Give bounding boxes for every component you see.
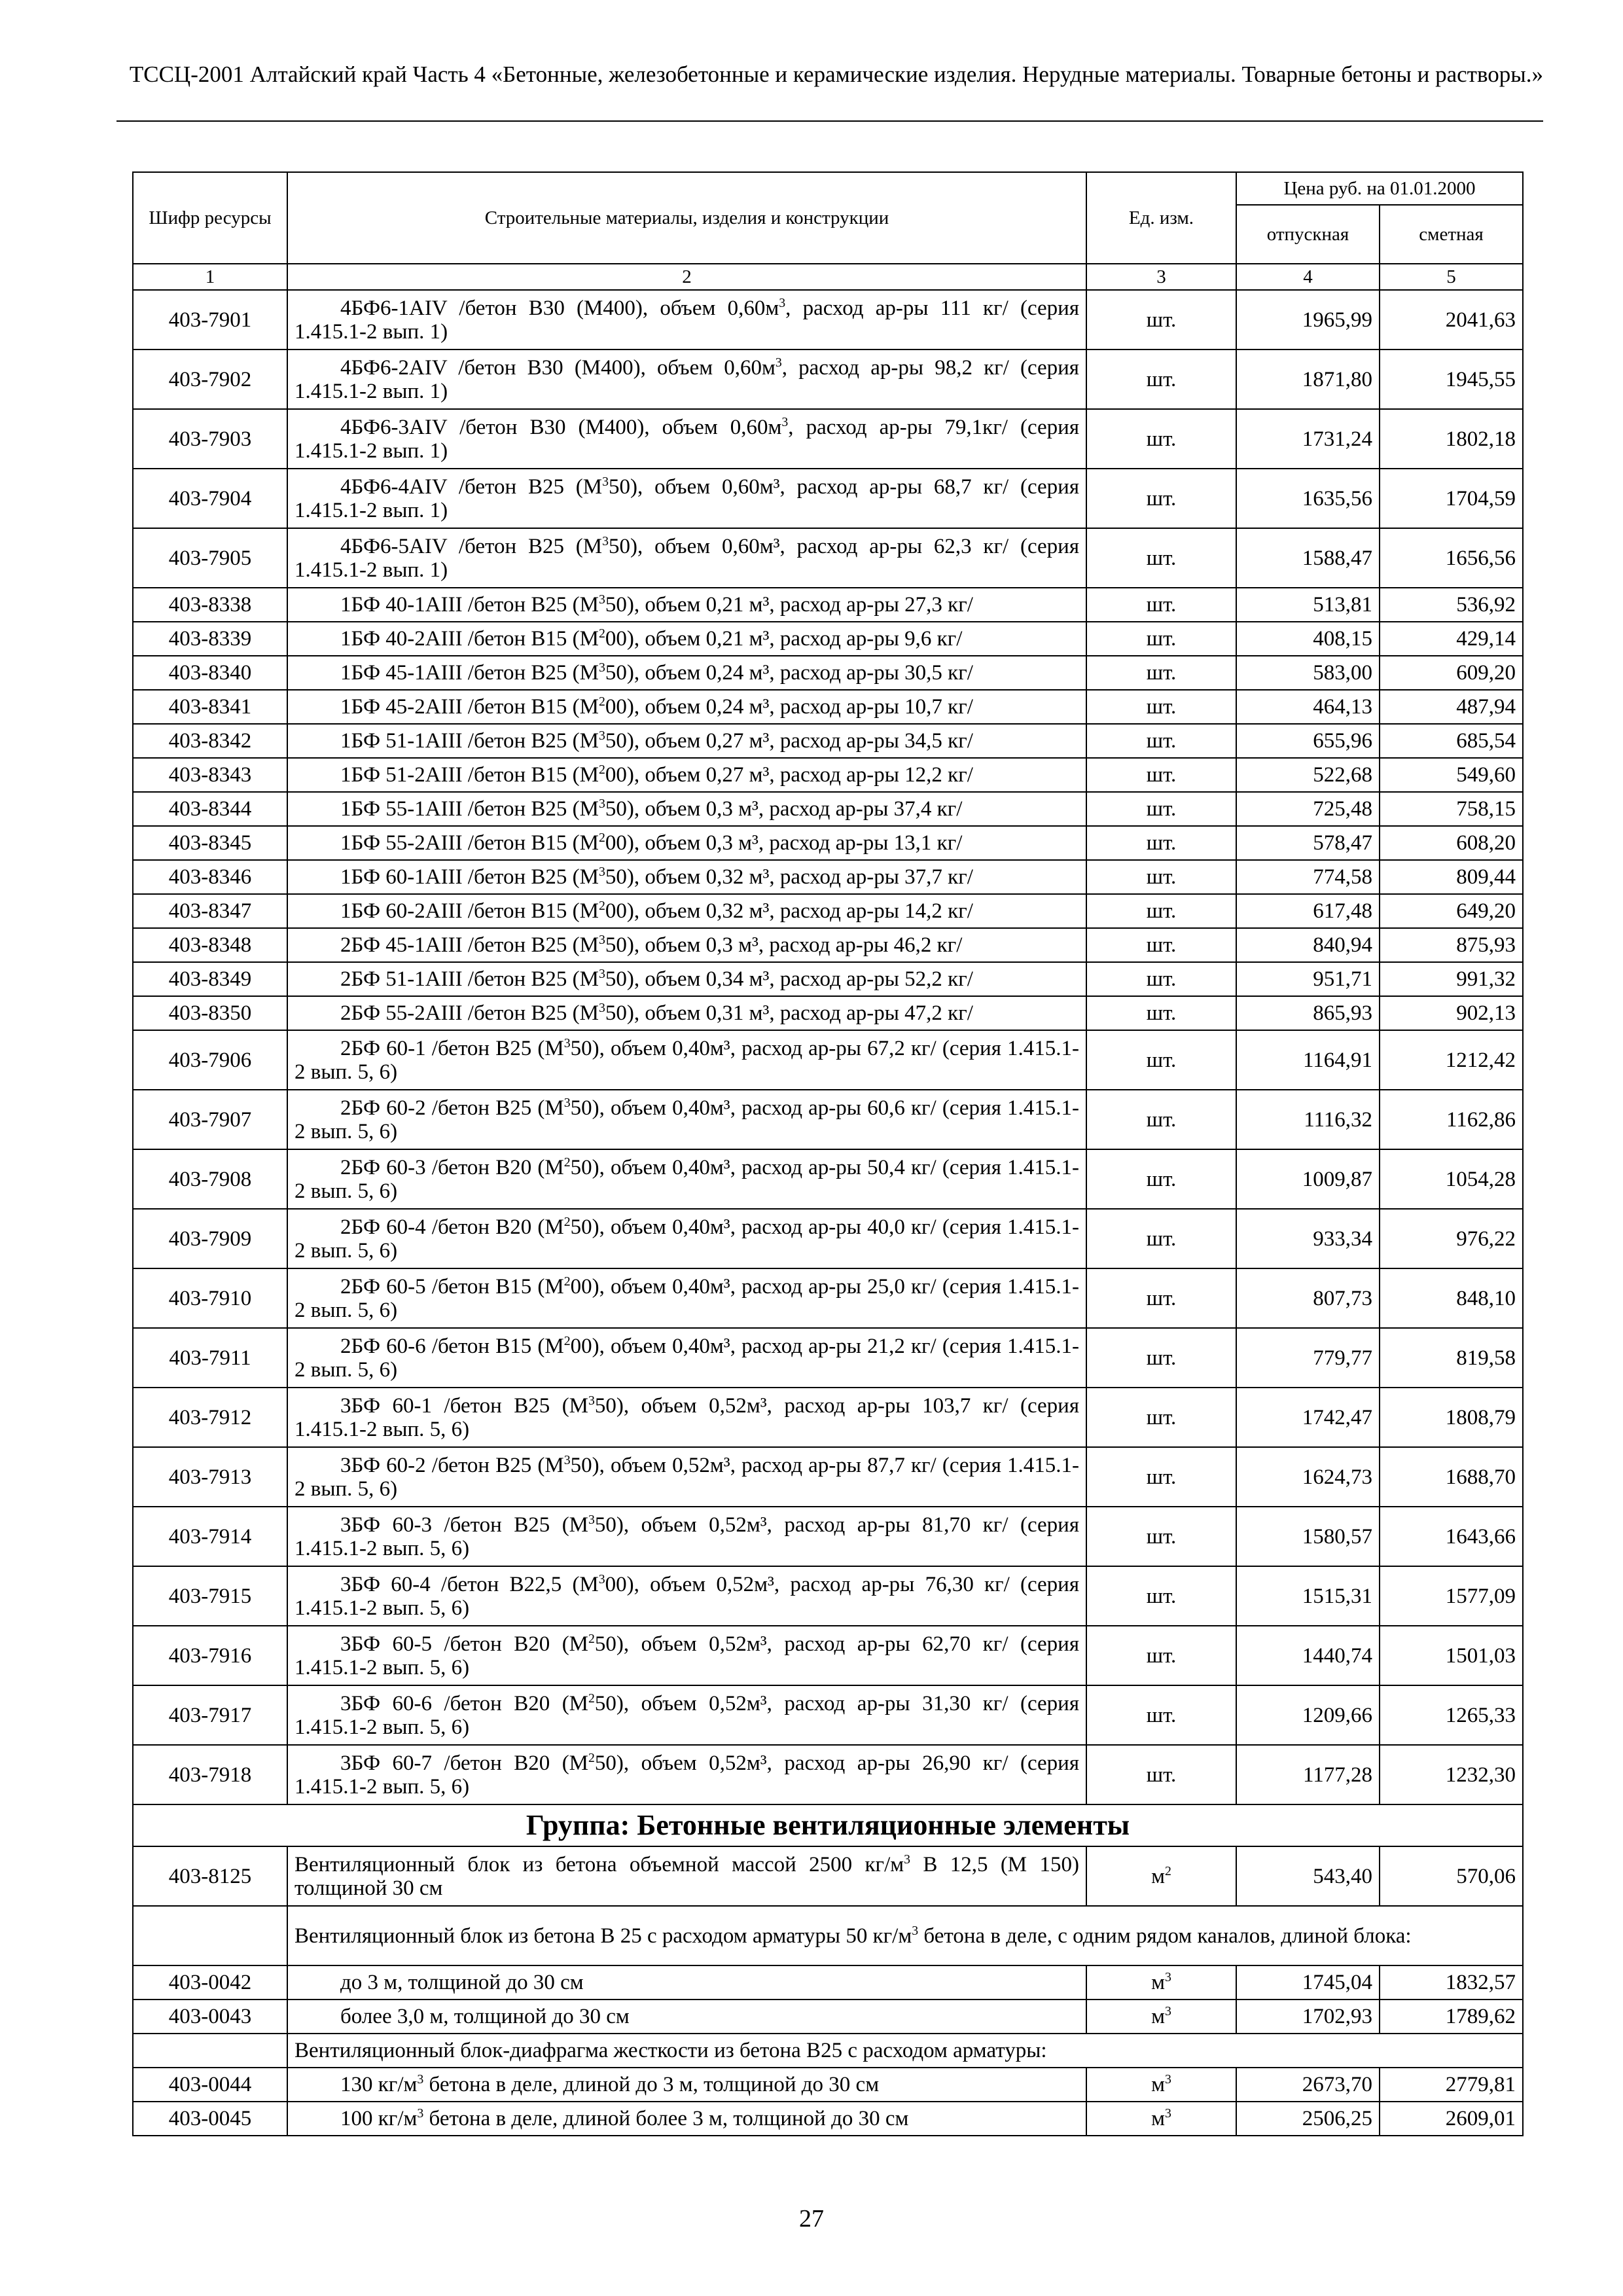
- release-price: 933,34: [1236, 1209, 1380, 1268]
- resource-code: 403-7909: [133, 1209, 287, 1268]
- table-row: [133, 1566, 1523, 1626]
- release-price: 1635,56: [1236, 469, 1380, 528]
- resource-code: 403-8344: [133, 792, 287, 826]
- resource-description: до 3 м, толщиной до 30 см: [287, 1965, 1086, 2000]
- resource-description: 2БФ 60-4 /бетон В20 $(М^250)$, объем 0,40м³, расход ар-ры 40,0 кг/ (серия 1.415.1-2 вып. 5, 6): [287, 1209, 1086, 1268]
- estimate-price: 1808,79: [1380, 1388, 1523, 1447]
- release-price: 1588,47: [1236, 528, 1380, 588]
- table-row: [133, 290, 1523, 350]
- resource-code: 403-0044: [133, 2068, 287, 2102]
- table-row: [133, 656, 1523, 690]
- estimate-price: 1704,59: [1380, 469, 1523, 528]
- resource-description: 1БФ 55-2АIII /бетон В15 $(М^200)$, объем 0,3 м³, расход ар-ры 13,1 кг/: [287, 826, 1086, 860]
- release-price: 807,73: [1236, 1268, 1380, 1328]
- release-price: 1580,57: [1236, 1507, 1380, 1566]
- resource-description: 3БФ 60-4 /бетон В22,5 $(М^300)$, объем 0,52м³, расход ар-ры 76,30 кг/ (серия 1.415.1-2 вып. 5, 6): [287, 1566, 1086, 1626]
- resource-code: 403-8348: [133, 928, 287, 962]
- group-title: Группа: Бетонные вентиляционные элементы: [133, 1804, 1523, 1846]
- estimate-price: 570,06: [1380, 1846, 1523, 1906]
- column-number: 5: [1380, 264, 1523, 290]
- unit: шт.: [1086, 1626, 1236, 1685]
- resource-description: 3БФ 60-5 /бетон В20 $(М^250)$, объем 0,52м³, расход ар-ры 62,70 кг/ (серия 1.415.1-2 вып. 5, 6): [287, 1626, 1086, 1685]
- release-price: 1871,80: [1236, 350, 1380, 409]
- release-price: 1745,04: [1236, 1965, 1380, 2000]
- table-row: [133, 996, 1523, 1030]
- resource-code: 403-8347: [133, 894, 287, 928]
- resource-description: 3БФ 60-3 /бетон В25 $(М^350)$, объем 0,52м³, расход ар-ры 81,70 кг/ (серия 1.415.1-2 вып. 5, 6): [287, 1507, 1086, 1566]
- resource-code: 403-7906: [133, 1030, 287, 1090]
- resource-description: 2БФ 60-2 /бетон В25 $(М^350)$, объем 0,40м³, расход ар-ры 60,6 кг/ (серия 1.415.1-2 вып. 5, 6): [287, 1090, 1086, 1149]
- resource-code: 403-8350: [133, 996, 287, 1030]
- unit: шт.: [1086, 928, 1236, 962]
- table-row: [133, 928, 1523, 962]
- estimate-price: 1501,03: [1380, 1626, 1523, 1685]
- estimate-price: 1212,42: [1380, 1030, 1523, 1090]
- estimate-price: 1945,55: [1380, 350, 1523, 409]
- estimate-price: 1232,30: [1380, 1745, 1523, 1804]
- table-row: [133, 724, 1523, 758]
- unit: шт.: [1086, 1209, 1236, 1268]
- resource-code: 403-0043: [133, 2000, 287, 2034]
- resource-description: 2БФ 51-1АIII /бетон В25 $(М^350)$, объем 0,34 м³, расход ар-ры 52,2 кг/: [287, 962, 1086, 996]
- release-price: 1742,47: [1236, 1388, 1380, 1447]
- release-price: 2506,25: [1236, 2102, 1380, 2136]
- table-body: [133, 290, 1523, 1804]
- header-divider: [116, 120, 1543, 122]
- resource-code: 403-7918: [133, 1745, 287, 1804]
- resource-code: 403-7901: [133, 290, 287, 350]
- table-row: [133, 690, 1523, 724]
- unit: шт.: [1086, 1090, 1236, 1149]
- resource-code: 403-8349: [133, 962, 287, 996]
- resource-code: 403-7916: [133, 1626, 287, 1685]
- estimate-price: 1789,62: [1380, 2000, 1523, 2034]
- resource-description: 3БФ 60-2 /бетон В25 $(М^350)$, объем 0,52м³, расход ар-ры 87,7 кг/ (серия 1.415.1-2 вып. 5, 6): [287, 1447, 1086, 1507]
- estimate-price: 1265,33: [1380, 1685, 1523, 1745]
- resource-description: 2БФ 55-2АIII /бетон В25 $(М^350)$, объем 0,31 м³, расход ар-ры 47,2 кг/: [287, 996, 1086, 1030]
- resource-code: 403-8341: [133, 690, 287, 724]
- table-row: [133, 962, 1523, 996]
- unit: шт.: [1086, 409, 1236, 469]
- release-price: 1731,24: [1236, 409, 1380, 469]
- resource-description: 130 $кг/м^3$ бетона в деле, длиной до 3 м, толщиной до 30 см: [287, 2068, 1086, 2102]
- unit: шт.: [1086, 588, 1236, 622]
- table-row: [133, 469, 1523, 528]
- table-row: [133, 1507, 1523, 1566]
- estimate-price: 608,20: [1380, 826, 1523, 860]
- resource-code: 403-8346: [133, 860, 287, 894]
- resource-description: 3БФ 60-1 /бетон В25 $(М^350)$, объем 0,52м³, расход ар-ры 103,7 кг/ (серия 1.415.1-2 вып. 5, 6): [287, 1388, 1086, 1447]
- table-row: [133, 1745, 1523, 1804]
- estimate-price: 758,15: [1380, 792, 1523, 826]
- unit: шт.: [1086, 1149, 1236, 1209]
- table-row: [133, 1030, 1523, 1090]
- unit: шт.: [1086, 1507, 1236, 1566]
- release-price: 522,68: [1236, 758, 1380, 792]
- unit: шт.: [1086, 1388, 1236, 1447]
- table-row: [133, 758, 1523, 792]
- resource-code: 403-8339: [133, 622, 287, 656]
- unit: $м^3$: [1086, 1965, 1236, 2000]
- resource-code: 403-8338: [133, 588, 287, 622]
- empty-code-cell: [133, 1906, 287, 1965]
- column-header-estimate: сметная: [1380, 205, 1523, 264]
- resource-description: 1БФ 40-1АIII /бетон В25 $(М^350)$, объем 0,21 м³, расход ар-ры 27,3 кг/: [287, 588, 1086, 622]
- estimate-price: 2609,01: [1380, 2102, 1523, 2136]
- estimate-price: 1643,66: [1380, 1507, 1523, 1566]
- release-price: 578,47: [1236, 826, 1380, 860]
- unit: шт.: [1086, 1566, 1236, 1626]
- table-row: [133, 2102, 1523, 2136]
- estimate-price: 1054,28: [1380, 1149, 1523, 1209]
- resource-code: 403-0045: [133, 2102, 287, 2136]
- resource-code: 403-8125: [133, 1846, 287, 1906]
- note-text: Вентиляционный блок из бетона В 25 с расходом арматуры 50 $кг/м^3$ бетона в деле, с одним рядом каналов, длиной блока:: [287, 1906, 1523, 1965]
- price-table: [132, 171, 1524, 2136]
- unit: шт.: [1086, 1447, 1236, 1507]
- resource-description: 4БФ6-2AIV /бетон В30 (М400), объем $0,60м^3$, расход ар-ры 98,2 кг/ (серия 1.415.1-2 вып. 1): [287, 350, 1086, 409]
- column-header-code: Шифр ресурсы: [133, 172, 287, 264]
- column-number: 1: [133, 264, 287, 290]
- table-row: [133, 860, 1523, 894]
- estimate-price: 875,93: [1380, 928, 1523, 962]
- empty-code-cell: [133, 2034, 287, 2068]
- table-row: [133, 826, 1523, 860]
- unit: шт.: [1086, 996, 1236, 1030]
- table-row: [133, 1268, 1523, 1328]
- unit: $м^3$: [1086, 2068, 1236, 2102]
- note-row: [133, 1906, 1523, 1965]
- resource-description: 2БФ 60-3 /бетон В20 $(М^250)$, объем 0,40м³, расход ар-ры 50,4 кг/ (серия 1.415.1-2 вып. 5, 6): [287, 1149, 1086, 1209]
- table-row: [133, 1685, 1523, 1745]
- page-header: ТССЦ-2001 Алтайский край Часть 4 «Бетонные, железобетонные и керамические изделия. Нерудные материалы. Товарные бетоны и растворы.»: [129, 62, 1543, 87]
- resource-description: 4БФ6-4AIV /бетон В25 $(М^350)$, объем 0,60м³, расход ар-ры 68,7 кг/ (серия 1.415.1-2 вып. 1): [287, 469, 1086, 528]
- release-price: 840,94: [1236, 928, 1380, 962]
- unit: шт.: [1086, 860, 1236, 894]
- resource-code: 403-7905: [133, 528, 287, 588]
- column-number: 2: [287, 264, 1086, 290]
- table-row: [133, 1388, 1523, 1447]
- estimate-price: 2779,81: [1380, 2068, 1523, 2102]
- column-numbers-row: [133, 264, 1523, 290]
- unit: шт.: [1086, 758, 1236, 792]
- unit: шт.: [1086, 962, 1236, 996]
- column-number: 3: [1086, 264, 1236, 290]
- resource-description: 2БФ 60-5 /бетон В15 $(М^200)$, объем 0,40м³, расход ар-ры 25,0 кг/ (серия 1.415.1-2 вып. 5, 6): [287, 1268, 1086, 1328]
- release-price: 725,48: [1236, 792, 1380, 826]
- estimate-price: 1577,09: [1380, 1566, 1523, 1626]
- table-row: [133, 1149, 1523, 1209]
- resource-description: 2БФ 45-1АIII /бетон В25 $(М^350)$, объем 0,3 м³, расход ар-ры 46,2 кг/: [287, 928, 1086, 962]
- resource-description: 1БФ 55-1АIII /бетон В25 $(М^350)$, объем 0,3 м³, расход ар-ры 37,4 кг/: [287, 792, 1086, 826]
- resource-code: 403-7904: [133, 469, 287, 528]
- resource-description: 1БФ 60-2АIII /бетон В15 $(М^200)$, объем 0,32 м³, расход ар-ры 14,2 кг/: [287, 894, 1086, 928]
- estimate-price: 685,54: [1380, 724, 1523, 758]
- unit: шт.: [1086, 1745, 1236, 1804]
- unit: $м^2$: [1086, 1846, 1236, 1906]
- resource-description: Вентиляционный блок из бетона объемной массой 2500 $кг/м^3$ В 12,5 (М 150) толщиной 30 см: [287, 1846, 1086, 1906]
- table-row: [133, 2068, 1523, 2102]
- resource-description: 1БФ 51-2АIII /бетон В15 $(М^200)$, объем 0,27 м³, расход ар-ры 12,2 кг/: [287, 758, 1086, 792]
- table-row: [133, 528, 1523, 588]
- release-price: 583,00: [1236, 656, 1380, 690]
- note-row: [133, 2034, 1523, 2068]
- estimate-price: 1688,70: [1380, 1447, 1523, 1507]
- resource-code: 403-7914: [133, 1507, 287, 1566]
- unit: шт.: [1086, 1685, 1236, 1745]
- release-price: 951,71: [1236, 962, 1380, 996]
- release-price: 774,58: [1236, 860, 1380, 894]
- column-header-release: отпускная: [1236, 205, 1380, 264]
- column-header-name: Строительные материалы, изделия и конструкции: [287, 172, 1086, 264]
- resource-code: 403-8343: [133, 758, 287, 792]
- unit: шт.: [1086, 724, 1236, 758]
- estimate-price: 649,20: [1380, 894, 1523, 928]
- release-price: 617,48: [1236, 894, 1380, 928]
- resource-description: 4БФ6-1AIV /бетон В30 (М400), объем $0,60м^3$, расход ар-ры 111 кг/ (серия 1.415.1-2 вып. 1): [287, 290, 1086, 350]
- unit: шт.: [1086, 1030, 1236, 1090]
- estimate-price: 609,20: [1380, 656, 1523, 690]
- release-price: 513,81: [1236, 588, 1380, 622]
- resource-code: 403-7915: [133, 1566, 287, 1626]
- release-price: 655,96: [1236, 724, 1380, 758]
- release-price: 779,77: [1236, 1328, 1380, 1388]
- release-price: 1116,32: [1236, 1090, 1380, 1149]
- release-price: 408,15: [1236, 622, 1380, 656]
- table-row: [133, 2000, 1523, 2034]
- release-price: 464,13: [1236, 690, 1380, 724]
- estimate-price: 902,13: [1380, 996, 1523, 1030]
- unit: шт.: [1086, 826, 1236, 860]
- unit: шт.: [1086, 469, 1236, 528]
- unit: шт.: [1086, 656, 1236, 690]
- release-price: 1624,73: [1236, 1447, 1380, 1507]
- release-price: 1440,74: [1236, 1626, 1380, 1685]
- vent-group-body: [133, 1804, 1523, 2136]
- unit: шт.: [1086, 792, 1236, 826]
- estimate-price: 1162,86: [1380, 1090, 1523, 1149]
- release-price: 543,40: [1236, 1846, 1380, 1906]
- estimate-price: 536,92: [1380, 588, 1523, 622]
- release-price: 1164,91: [1236, 1030, 1380, 1090]
- page-number: 27: [799, 2205, 824, 2233]
- unit: шт.: [1086, 350, 1236, 409]
- unit: шт.: [1086, 894, 1236, 928]
- resource-code: 403-7917: [133, 1685, 287, 1745]
- resource-code: 403-7907: [133, 1090, 287, 1149]
- table-row: [133, 350, 1523, 409]
- release-price: 2673,70: [1236, 2068, 1380, 2102]
- table-row: [133, 1090, 1523, 1149]
- table-row: [133, 792, 1523, 826]
- release-price: 1009,87: [1236, 1149, 1380, 1209]
- resource-code: 403-7913: [133, 1447, 287, 1507]
- resource-description: 1БФ 40-2АIII /бетон В15 $(М^200)$, объем 0,21 м³, расход ар-ры 9,6 кг/: [287, 622, 1086, 656]
- resource-code: 403-8345: [133, 826, 287, 860]
- resource-description: 1БФ 45-2АIII /бетон В15 $(М^200)$, объем 0,24 м³, расход ар-ры 10,7 кг/: [287, 690, 1086, 724]
- table-row: [133, 1965, 1523, 2000]
- resource-description: 3БФ 60-6 /бетон В20 $(М^250)$, объем 0,52м³, расход ар-ры 31,30 кг/ (серия 1.415.1-2 вып. 5, 6): [287, 1685, 1086, 1745]
- resource-description: 1БФ 51-1АIII /бетон В25 $(М^350)$, объем 0,27 м³, расход ар-ры 34,5 кг/: [287, 724, 1086, 758]
- resource-code: 403-7910: [133, 1268, 287, 1328]
- unit: $м^3$: [1086, 2102, 1236, 2136]
- resource-code: 403-7911: [133, 1328, 287, 1388]
- table-row: [133, 1846, 1523, 1906]
- column-header-price: Цена руб. на 01.01.2000: [1236, 172, 1523, 205]
- unit: шт.: [1086, 690, 1236, 724]
- release-price: 1965,99: [1236, 290, 1380, 350]
- table-row: [133, 1209, 1523, 1268]
- unit: шт.: [1086, 1328, 1236, 1388]
- resource-description: 4БФ6-3AIV /бетон В30 (М400), объем $0,60м^3$, расход ар-ры 79,1кг/ (серия 1.415.1-2 вып. 1): [287, 409, 1086, 469]
- resource-description: более 3,0 м, толщиной до 30 см: [287, 2000, 1086, 2034]
- table-row: [133, 1447, 1523, 1507]
- estimate-price: 819,58: [1380, 1328, 1523, 1388]
- estimate-price: 809,44: [1380, 860, 1523, 894]
- resource-code: 403-8340: [133, 656, 287, 690]
- group-row: [133, 1804, 1523, 1846]
- estimate-price: 429,14: [1380, 622, 1523, 656]
- resource-code: 403-7908: [133, 1149, 287, 1209]
- resource-description: 2БФ 60-1 /бетон В25 $(М^350)$, объем 0,40м³, расход ар-ры 67,2 кг/ (серия 1.415.1-2 вып. 5, 6): [287, 1030, 1086, 1090]
- table-row: [133, 1626, 1523, 1685]
- unit: шт.: [1086, 1268, 1236, 1328]
- estimate-price: 487,94: [1380, 690, 1523, 724]
- unit: шт.: [1086, 290, 1236, 350]
- table-row: [133, 588, 1523, 622]
- estimate-price: 976,22: [1380, 1209, 1523, 1268]
- release-price: 1515,31: [1236, 1566, 1380, 1626]
- release-price: 1209,66: [1236, 1685, 1380, 1745]
- table-row: [133, 1328, 1523, 1388]
- release-price: 1177,28: [1236, 1745, 1380, 1804]
- estimate-price: 1832,57: [1380, 1965, 1523, 2000]
- resource-description: 2БФ 60-6 /бетон В15 $(М^200)$, объем 0,40м³, расход ар-ры 21,2 кг/ (серия 1.415.1-2 вып. 5, 6): [287, 1328, 1086, 1388]
- note-text: Вентиляционный блок-диафрагма жесткости из бетона В25 с расходом арматуры:: [287, 2034, 1523, 2068]
- release-price: 1702,93: [1236, 2000, 1380, 2034]
- release-price: 865,93: [1236, 996, 1380, 1030]
- resource-description: 100 $кг/м^3$ бетона в деле, длиной более 3 м, толщиной до 30 см: [287, 2102, 1086, 2136]
- column-header-unit: Ед. изм.: [1086, 172, 1236, 264]
- resource-description: 3БФ 60-7 /бетон В20 $(М^250)$, объем 0,52м³, расход ар-ры 26,90 кг/ (серия 1.415.1-2 вып. 5, 6): [287, 1745, 1086, 1804]
- resource-description: 4БФ6-5AIV /бетон В25 $(М^350)$, объем 0,60м³, расход ар-ры 62,3 кг/ (серия 1.415.1-2 вып. 1): [287, 528, 1086, 588]
- estimate-price: 1656,56: [1380, 528, 1523, 588]
- table-row: [133, 409, 1523, 469]
- unit: $м^3$: [1086, 2000, 1236, 2034]
- unit: шт.: [1086, 528, 1236, 588]
- resource-code: 403-7902: [133, 350, 287, 409]
- estimate-price: 1802,18: [1380, 409, 1523, 469]
- table-row: [133, 622, 1523, 656]
- resource-code: 403-7903: [133, 409, 287, 469]
- resource-code: 403-8342: [133, 724, 287, 758]
- estimate-price: 2041,63: [1380, 290, 1523, 350]
- resource-code: 403-7912: [133, 1388, 287, 1447]
- resource-description: 1БФ 60-1АIII /бетон В25 $(М^350)$, объем 0,32 м³, расход ар-ры 37,7 кг/: [287, 860, 1086, 894]
- estimate-price: 549,60: [1380, 758, 1523, 792]
- resource-description: 1БФ 45-1АIII /бетон В25 $(М^350)$, объем 0,24 м³, расход ар-ры 30,5 кг/: [287, 656, 1086, 690]
- table-row: [133, 894, 1523, 928]
- estimate-price: 848,10: [1380, 1268, 1523, 1328]
- unit: шт.: [1086, 622, 1236, 656]
- resource-code: 403-0042: [133, 1965, 287, 2000]
- column-number: 4: [1236, 264, 1380, 290]
- estimate-price: 991,32: [1380, 962, 1523, 996]
